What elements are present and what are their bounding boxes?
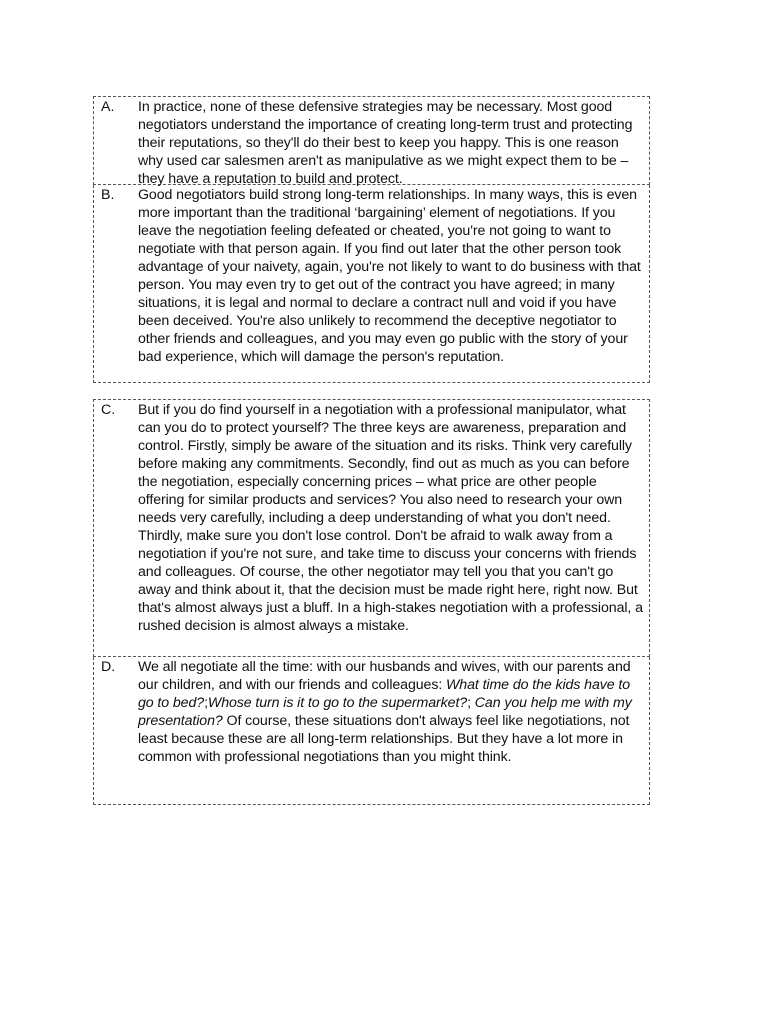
- section-d-question-2: Whose turn is it to go to the supermarket?: [207, 695, 468, 711]
- section-d-paragraph: [138, 658, 643, 766]
- section-d-intro: We all negotiate all the time: with our husbands and wives, with our parents and our children, and with our friends and colleagues:: [138, 659, 631, 693]
- section-c-text: [138, 400, 649, 656]
- section-d-question-3: Can you help me with my presentation?: [138, 695, 632, 729]
- section-d: [93, 657, 650, 805]
- section-a: [93, 96, 650, 185]
- section-c: [93, 399, 650, 657]
- section-c-letter: C.: [101, 402, 116, 418]
- section-d-letter: D.: [101, 659, 116, 675]
- exercise-sheet: [93, 96, 650, 805]
- section-a-letter: A.: [101, 99, 115, 115]
- section-d-text: [138, 657, 649, 804]
- section-b-text: [138, 185, 649, 382]
- section-d-question-1: What time do the kids have to go to bed?: [138, 677, 631, 711]
- section-d-separator-1: ;: [204, 695, 208, 711]
- section-b: [93, 185, 650, 383]
- section-c-paragraph: But if you do find yourself in a negotiation with a professional manipulator, what can you do to protect yourself? The three keys are awareness, preparation and control. Firstly, simply be aware of the situation and its risks. Think very carefully before making any commitments. Secondly, find out as much as you can before the negotiation, especially concerning prices – what price are other people offering for similar products and services? You also need to research your own needs very carefully, including a deep understanding of what you don't need. Thirdly, make sure you don't lose control. Don't be afraid to walk away from a negotiation if you're not sure, and take time to discuss your concerns with friends and colleagues. Of course, the other negotiator may tell you that you can't go away and think about it, that the decision must be made right here, right now. But that's almost always just a bluff. In a high-stakes negotiation with a professional, a rushed decision is almost always a mistake.: [138, 402, 643, 634]
- section-d-separator-2: ;: [467, 695, 475, 711]
- section-b-paragraph: Good negotiators build strong long-term relationships. In many ways, this is even more important than the traditional ‘bargaining’ element of negotiations. If you leave the negotiation feeling defeated or cheated, you're not going to want to negotiate with that person again. If you find out later that the other person took advantage of your naivety, again, you're not likely to want to do business with that person. You may even try to get out of the contract you have agreed; in many situations, it is legal and normal to declare a contract null and void if you have been deceived. You're also unlikely to recommend the deceptive negotiator to other friends and colleagues, and you may even go public with the story of your bad experience, which will damage the person's reputation.: [138, 187, 641, 365]
- section-d-outro: Of course, these situations don't always feel like negotiations, not least because these are all long-term relationships. But they have a lot more in common with professional negotiations than you might think.: [138, 713, 630, 765]
- section-a-paragraph: In practice, none of these defensive strategies may be necessary. Most good negotiators understand the importance of creating long-term trust and protecting their reputations, so they'll do their best to keep you happy. This is one reason why used car salesmen aren't as manipulative as we might expect them to be – they have a reputation to build and protect.: [138, 99, 633, 187]
- section-a-text: [138, 97, 649, 187]
- section-b-letter: B.: [101, 187, 115, 203]
